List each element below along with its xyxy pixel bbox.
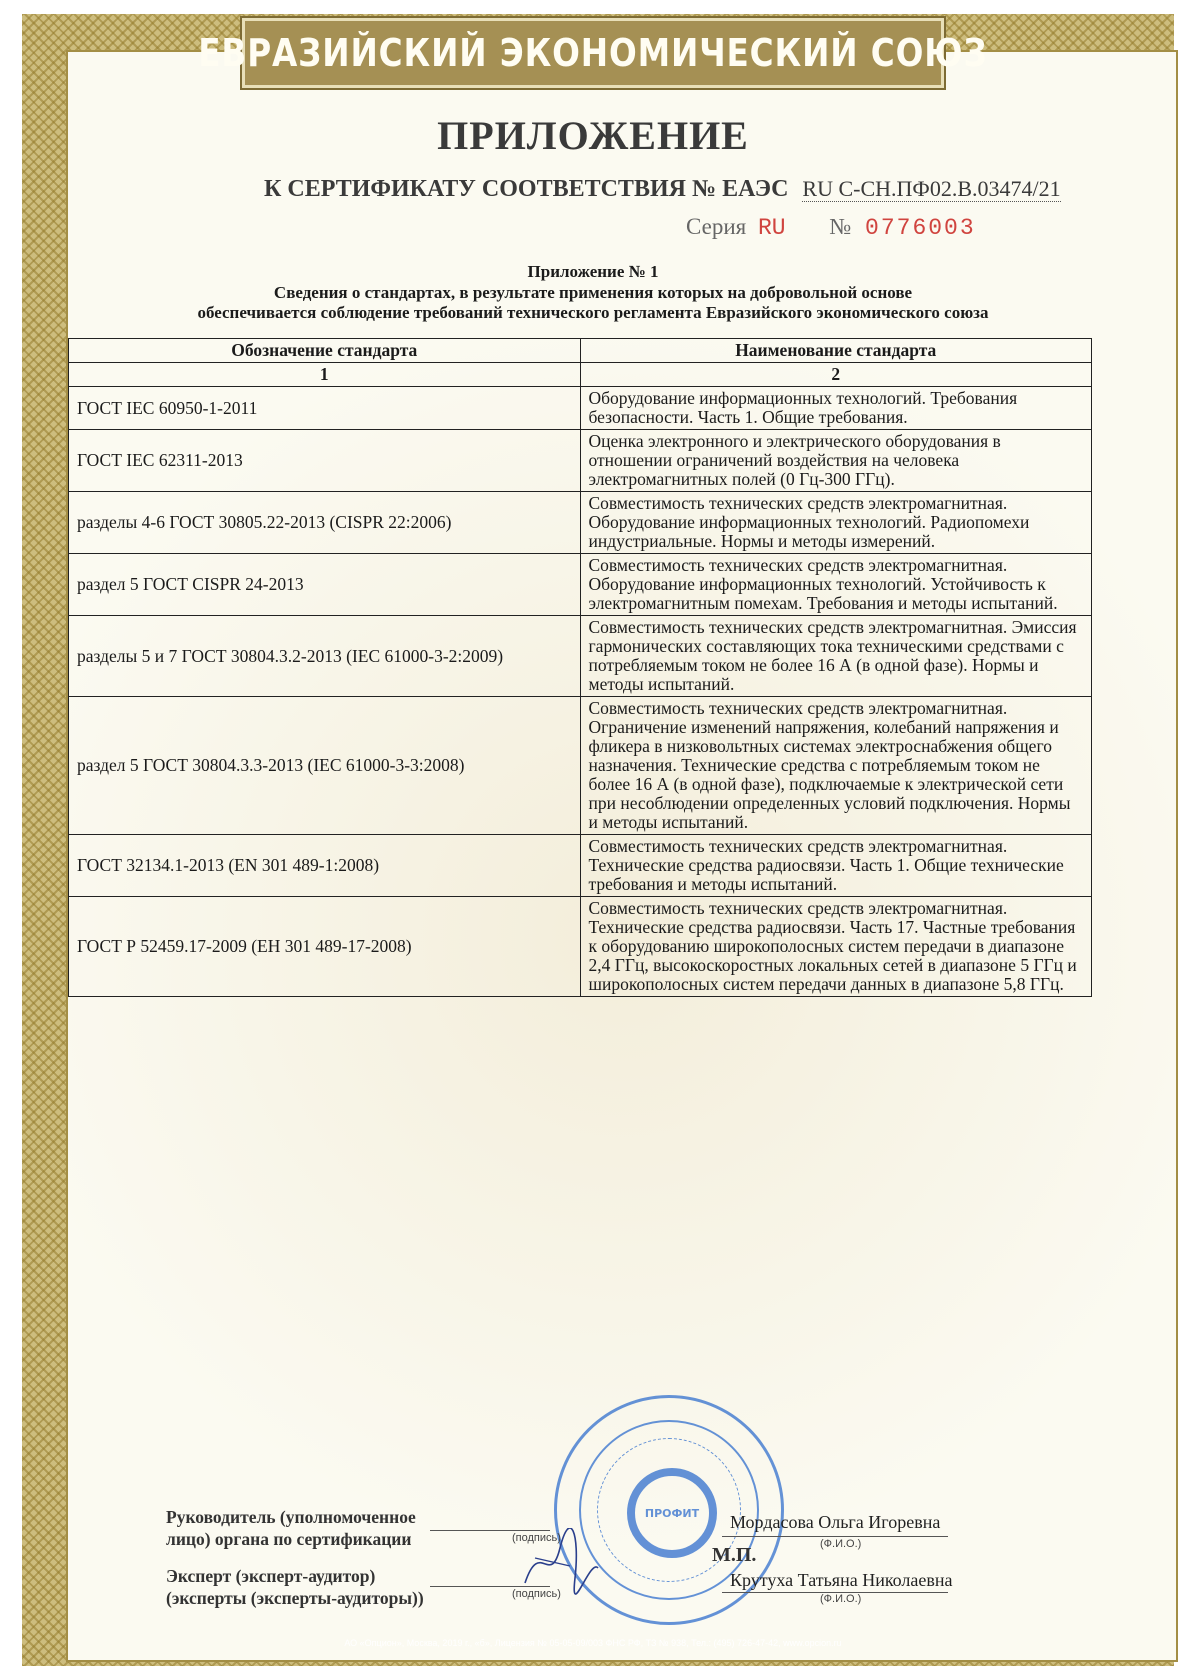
table-row xyxy=(69,835,1092,897)
certificate-line xyxy=(264,176,1061,203)
table-row xyxy=(69,697,1092,835)
appendix-subtitle-2: обеспечивается соблюдение требований технического регламента Евразийского экономического союза xyxy=(197,303,989,322)
header-code: Обозначение стандарта xyxy=(69,339,581,363)
series-label: Серия xyxy=(686,214,747,239)
standard-code: раздел 5 ГОСТ 30804.3.3-2013 (IEC 61000-3-3:2008) xyxy=(69,697,581,835)
colnum-2: 2 xyxy=(580,363,1092,387)
table-header-row xyxy=(69,339,1092,363)
standard-name: Совместимость технических средств электромагнитная. Технические средства радиосвязи. Часть 1. Общие технические требования и методы испытаний. xyxy=(580,835,1092,897)
standard-name: Оборудование информационных технологий. Требования безопасности. Часть 1. Общие требования. xyxy=(580,387,1092,430)
table-row xyxy=(69,492,1092,554)
standard-code: разделы 4-6 ГОСТ 30805.22-2013 (CISPR 22:2006) xyxy=(69,492,581,554)
certificate-number: RU C-CH.ПФ02.В.03474/21 xyxy=(802,176,1061,201)
number-label: № xyxy=(829,214,852,239)
stamp-logo: ПРОФИТ xyxy=(627,1468,717,1558)
standard-code: раздел 5 ГОСТ CISPR 24-2013 xyxy=(69,554,581,616)
sign-hint-1: (подпись) xyxy=(512,1532,561,1544)
standards-table xyxy=(68,338,1092,997)
series-line xyxy=(686,214,976,241)
table-row xyxy=(69,554,1092,616)
table-row xyxy=(69,897,1092,997)
standard-name: Совместимость технических средств электромагнитная. Оборудование информационных технологий. Устойчивость к электромагнитным помехам. Требования и методы испытаний. xyxy=(580,554,1092,616)
standard-name: Совместимость технических средств электромагнитная. Оборудование информационных технологий. Радиопомехи индустриальные. Нормы и методы измерений. xyxy=(580,492,1092,554)
standard-name: Оценка электронного и электрического оборудования в отношении ограничений воздействия на человека электромагнитных полей (0 Гц-300 ГГц). xyxy=(580,430,1092,492)
standard-name: Совместимость технических средств электромагнитная. Технические средства радиосвязи. Часть 17. Частные требования к оборудованию широкополосных систем передачи в диапазоне 2,4 ГГц, высокоскоростных локальных сетей в диапазоне 5 ГГц и широкополосных систем передачи данных в диапазоне 5,8 ГГц. xyxy=(580,897,1092,997)
fio-hint-1: (Ф.И.О.) xyxy=(820,1538,862,1550)
standard-code: ГОСТ IEC 60950-1-2011 xyxy=(69,387,581,430)
table-colnum-row xyxy=(69,363,1092,387)
standard-code: ГОСТ IEC 62311-2013 xyxy=(69,430,581,492)
head-name: Мордасова Ольга Игоревна xyxy=(730,1512,941,1532)
appendix-subtitle-1: Сведения о стандартах, в результате применения которых на добровольной основе xyxy=(273,283,913,302)
series-value: RU xyxy=(757,215,786,241)
expert-label: Эксперт (эксперт-аудитор) (эксперты (эксперты-аудиторы)) xyxy=(166,1566,424,1608)
standard-code: разделы 5 и 7 ГОСТ 30804.3.2-2013 (IEC 61000-3-2:2009) xyxy=(69,616,581,697)
appendix-title: Приложение № 1 xyxy=(527,262,659,281)
expert-name: Крутуха Татьяна Николаевна xyxy=(730,1570,953,1590)
header-name: Наименование стандарта xyxy=(580,339,1092,363)
colnum-1: 1 xyxy=(69,363,581,387)
standard-name: Совместимость технических средств электромагнитная. Ограничение изменений напряжения, колебаний напряжения и фликера в низковольтных системах электроснабжения общего назначения. Технические средства с потребляемым током не более 16 А (в одной фазе), подключаемые к электрической сети при несоблюдении определенных условий подключения. Нормы и методы испытаний. xyxy=(580,697,1092,835)
printer-footer: АО «Опцион», Москва, 2019 г., «б», Лицензия № 05-05-09/003 ФНС РФ, ТЗ № 938, Тел.: (495) 726-47-42, www.opcion.ru xyxy=(344,1638,842,1648)
union-banner xyxy=(198,18,988,88)
signature-scribble xyxy=(520,1528,600,1598)
table-row xyxy=(69,387,1092,430)
seal-place-mark: М.П. xyxy=(712,1544,757,1566)
standard-code: ГОСТ Р 52459.17-2009 (ЕН 301 489-17-2008) xyxy=(69,897,581,997)
certificate-label: К СЕРТИФИКАТУ СООТВЕТСТВИЯ № ЕАЭС xyxy=(264,176,789,202)
head-label: Руководитель (уполномоченное лицо) органа по сертификации xyxy=(166,1507,416,1549)
page-title: ПРИЛОЖЕНИЕ xyxy=(437,113,749,158)
table-row xyxy=(69,430,1092,492)
fio-hint-2: (Ф.И.О.) xyxy=(820,1593,862,1605)
table-row xyxy=(69,616,1092,697)
blank-number: 0776003 xyxy=(865,215,976,241)
standard-code: ГОСТ 32134.1-2013 (EN 301 489-1:2008) xyxy=(69,835,581,897)
sign-hint-2: (подпись) xyxy=(512,1588,561,1600)
standard-name: Совместимость технических средств электромагнитная. Эмиссия гармонических составляющих тока техническими средствами с потребляемым током не более 16 А (в одной фазе). Нормы и методы испытаний. xyxy=(580,616,1092,697)
banner-text: ЕВРАЗИЙСКИЙ ЭКОНОМИЧЕСКИЙ СОЮЗ xyxy=(198,31,988,75)
